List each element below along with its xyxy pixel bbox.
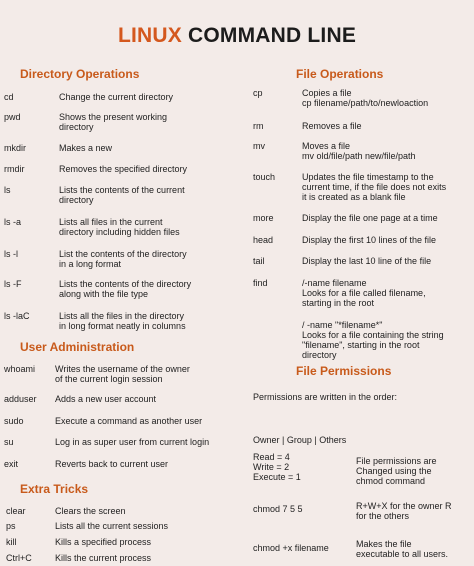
dir-cmd: cd	[4, 92, 14, 102]
dir-cmd: ls -l	[4, 249, 18, 259]
section-file-permissions: File Permissions	[296, 364, 392, 378]
dir-desc: List the contents of the directory in a long format	[59, 249, 187, 269]
dir-cmd: ls	[4, 185, 11, 195]
extra-desc: Kills a specified process	[55, 537, 152, 547]
dir-cmd: pwd	[4, 112, 21, 122]
dir-cmd: mkdir	[4, 143, 26, 153]
dir-desc: Lists all the files in the directory in long format neatly in columns	[59, 311, 186, 331]
dir-desc: Makes a new	[59, 143, 113, 153]
file-cmd: head	[253, 235, 274, 245]
dir-desc: Shows the present working directory	[59, 112, 168, 132]
user-desc: Log in as super user from current login	[55, 437, 210, 447]
extra-desc: Lists all the current sessions	[55, 521, 169, 531]
file-desc: Copies a file cp filename/path/to/newloaction	[302, 88, 429, 108]
file-cmd: touch	[253, 172, 276, 182]
permissions-intro: Permissions are written in the order:	[253, 392, 398, 402]
dir-desc: Removes the specified directory	[59, 164, 188, 174]
dir-cmd: ls -a	[4, 217, 22, 227]
file-cmd: rm	[253, 121, 264, 131]
file-desc: Display the last 10 line of the file	[302, 256, 432, 266]
file-desc: /-name filename Looks for a file called filename, starting in the root	[302, 278, 426, 308]
extra-cmd: kill	[6, 537, 17, 547]
file-desc: Moves a file mv old/file/path new/file/path	[302, 141, 416, 161]
file-desc: Display the file one page at a time	[302, 213, 438, 223]
extra-cmd: ps	[6, 521, 16, 531]
extra-cmd: Ctrl+C	[6, 553, 32, 563]
user-cmd: sudo	[4, 416, 24, 426]
file-desc: Updates the file timestamp to the current time, if the file does not exits it is created as a blank file	[302, 172, 447, 202]
file-cmd: mv	[253, 141, 265, 151]
page-title	[0, 24, 474, 48]
title-rest: COMMAND LINE	[187, 24, 357, 47]
user-cmd: su	[4, 437, 14, 447]
section-directory-operations: Directory Operations	[20, 67, 140, 81]
title-accent: LINUX	[117, 24, 182, 47]
file-cmd: tail	[253, 256, 265, 266]
section-extra-tricks: Extra Tricks	[20, 482, 89, 496]
user-cmd: adduser	[4, 394, 37, 404]
file-cmd: find	[253, 278, 268, 288]
section-file-operations: File Operations	[296, 67, 384, 81]
file-cmd: more	[253, 213, 274, 223]
user-cmd: exit	[4, 459, 19, 469]
file-cmd: cp	[253, 88, 263, 98]
chmod-x-cmd: chmod +x filename	[253, 543, 329, 553]
user-cmd: whoami	[4, 364, 36, 374]
extra-desc: Kills the current process	[55, 553, 152, 563]
dir-desc: Lists the contents of the directory along with the file type	[59, 279, 192, 299]
permissions-order: Owner | Group | Others	[253, 435, 347, 445]
chmod-755-desc: R+W+X for the owner R for the others	[356, 501, 452, 521]
chmod-x-desc: Makes the file executable to all users.	[356, 539, 449, 559]
section-user-administration: User Administration	[20, 340, 135, 354]
dir-cmd: rmdir	[4, 164, 25, 174]
dir-cmd: ls -F	[4, 279, 22, 289]
file-desc: Display the first 10 lines of the file	[302, 235, 437, 245]
dir-cmd: ls -laC	[4, 311, 30, 321]
user-desc: Adds a new user account	[55, 394, 157, 404]
dir-desc: Lists the contents of the current directory	[59, 185, 185, 205]
extra-cmd: clear	[6, 506, 26, 516]
dir-desc: Lists all files in the current directory including hidden files	[59, 217, 180, 237]
user-desc: Execute a command as another user	[55, 416, 203, 426]
extra-desc: Clears the screen	[55, 506, 126, 516]
file-desc: Removes a file	[302, 121, 362, 131]
user-desc: Reverts back to current user	[55, 459, 169, 469]
file-desc: / -name "*filename*" Looks for a file containing the string "filename", starting in the root directory	[302, 320, 444, 360]
permission-values: Read = 4 Write = 2 Execute = 1	[253, 452, 301, 482]
chmod-755-cmd: chmod 7 5 5	[253, 504, 303, 514]
permission-values-desc: File permissions are Changed using the chmod command	[356, 456, 437, 486]
dir-desc: Change the current directory	[59, 92, 174, 102]
user-desc: Writes the username of the owner of the current login session	[55, 364, 190, 384]
